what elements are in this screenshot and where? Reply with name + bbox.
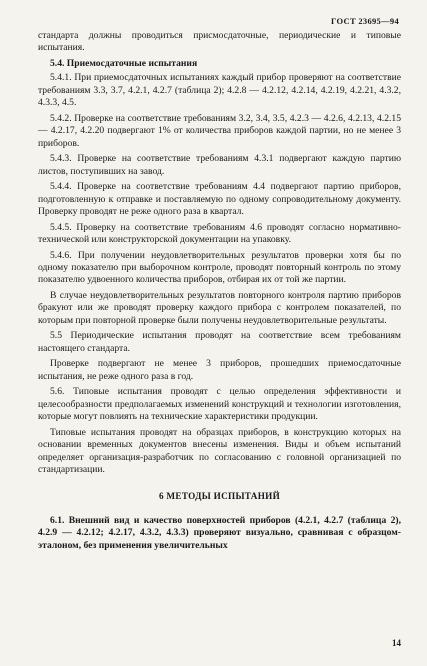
paragraph-5-4-3: 5.4.3. Проверке на соответствие требованиям 4.3.1 подвергают каждую партию листов, поступивших на завод. <box>38 153 401 177</box>
paragraph-5-4-2: 5.4.2. Проверке на соответствие требованиям 3.2, 3.4, 3.5, 4.2.3 — 4.2.6, 4.2.13, 4.2.15 — 4.2.17, 4.2.20 подвергают 1% от количества приборов каждой партии, но не менее 3 приборов. <box>38 112 401 149</box>
paragraph-repeat-control: В случае неудовлетворительных результатов повторного контроля партию приборов бракуют или же проводят проверку каждого прибора с контролем показателей, по которым при повторной проверке были получены неудовлетворительные результаты. <box>38 290 401 326</box>
subsection-heading-5-4: 5.4. Приемосдаточные испытания <box>50 58 198 69</box>
paragraph-continuation: стандарта должны проводиться присмосдаточные, периодические и типовые испытания. <box>38 30 401 54</box>
paragraph-5-4-1: 5.4.1. При приемосдаточных испытаниях каждый прибор проверяют на соответствие требованиям 3.3, 3.7, 4.2.1, 4.2.7 (таблица 2); 4.2.8 — 4.2.12, 4.2.14, 4.2.19, 4.2.21, 4.3.2, 4.3.3, 4.5. <box>38 72 401 109</box>
section-title-6: 6 МЕТОДЫ ИСПЫТАНИЙ <box>158 491 281 502</box>
paragraph-periodic-count: Проверке подвергают не менее 3 приборов, прошедших приемосдаточные испытания, не реже одного раза в год. <box>38 358 401 382</box>
paragraph-5-4-5: 5.4.5. Проверку на соответствие требованиям 4.6 проводят согласно нормативно-технической или конструкторской документации на упаковку. <box>38 221 401 246</box>
paragraph-5-4-6: 5.4.6. При получении неудовлетворительных результатов проверки хотя бы по одному показателю при выборочном контроле, проводят повторный контроль по этому показателю удвоенного количества приборов, отбирая их от той же партии. <box>38 249 401 286</box>
document-body <box>38 30 401 552</box>
paragraph-5-6: 5.6. Типовые испытания проводят с целью определения эффективности и целесообразности предполагаемых изменений конструкций и технологии изготовления, которые могут повлиять на технические характеристики продукции. <box>38 386 401 423</box>
paragraph-5-5: 5.5 Периодические испытания проводят на соответствие всем требованиям настоящего стандарта. <box>38 330 401 354</box>
paragraph-6-1: 6.1. Внешний вид и качество поверхностей приборов (4.2.1, 4.2.7 (таблица 2), 4.2.9 — 4.2.12; 4.2.17, 4.3.2, 4.3.3) проверяют визуально, сравнивая с образцом-эталоном, без применения увеличительных <box>38 514 401 551</box>
paragraph-type-tests: Типовые испытания проводят на образцах приборов, в конструкцию которых на основании временных документов внесены изменения. Виды и объем испытаний определяет организация-разработчик по согласованию с головной организацией по стандартизации. <box>38 426 401 476</box>
page-number: 14 <box>392 638 401 648</box>
paragraph-5-4-4: 5.4.4. Проверке на соответствие требованиям 4.4 подвергают партию приборов, подготовленную к отправке и поставляемую по одному сопроводительному документу. Проверку проводят не реже одного раза в квартал. <box>38 181 401 218</box>
document-header: ГОСТ 23695—94 <box>331 16 399 26</box>
